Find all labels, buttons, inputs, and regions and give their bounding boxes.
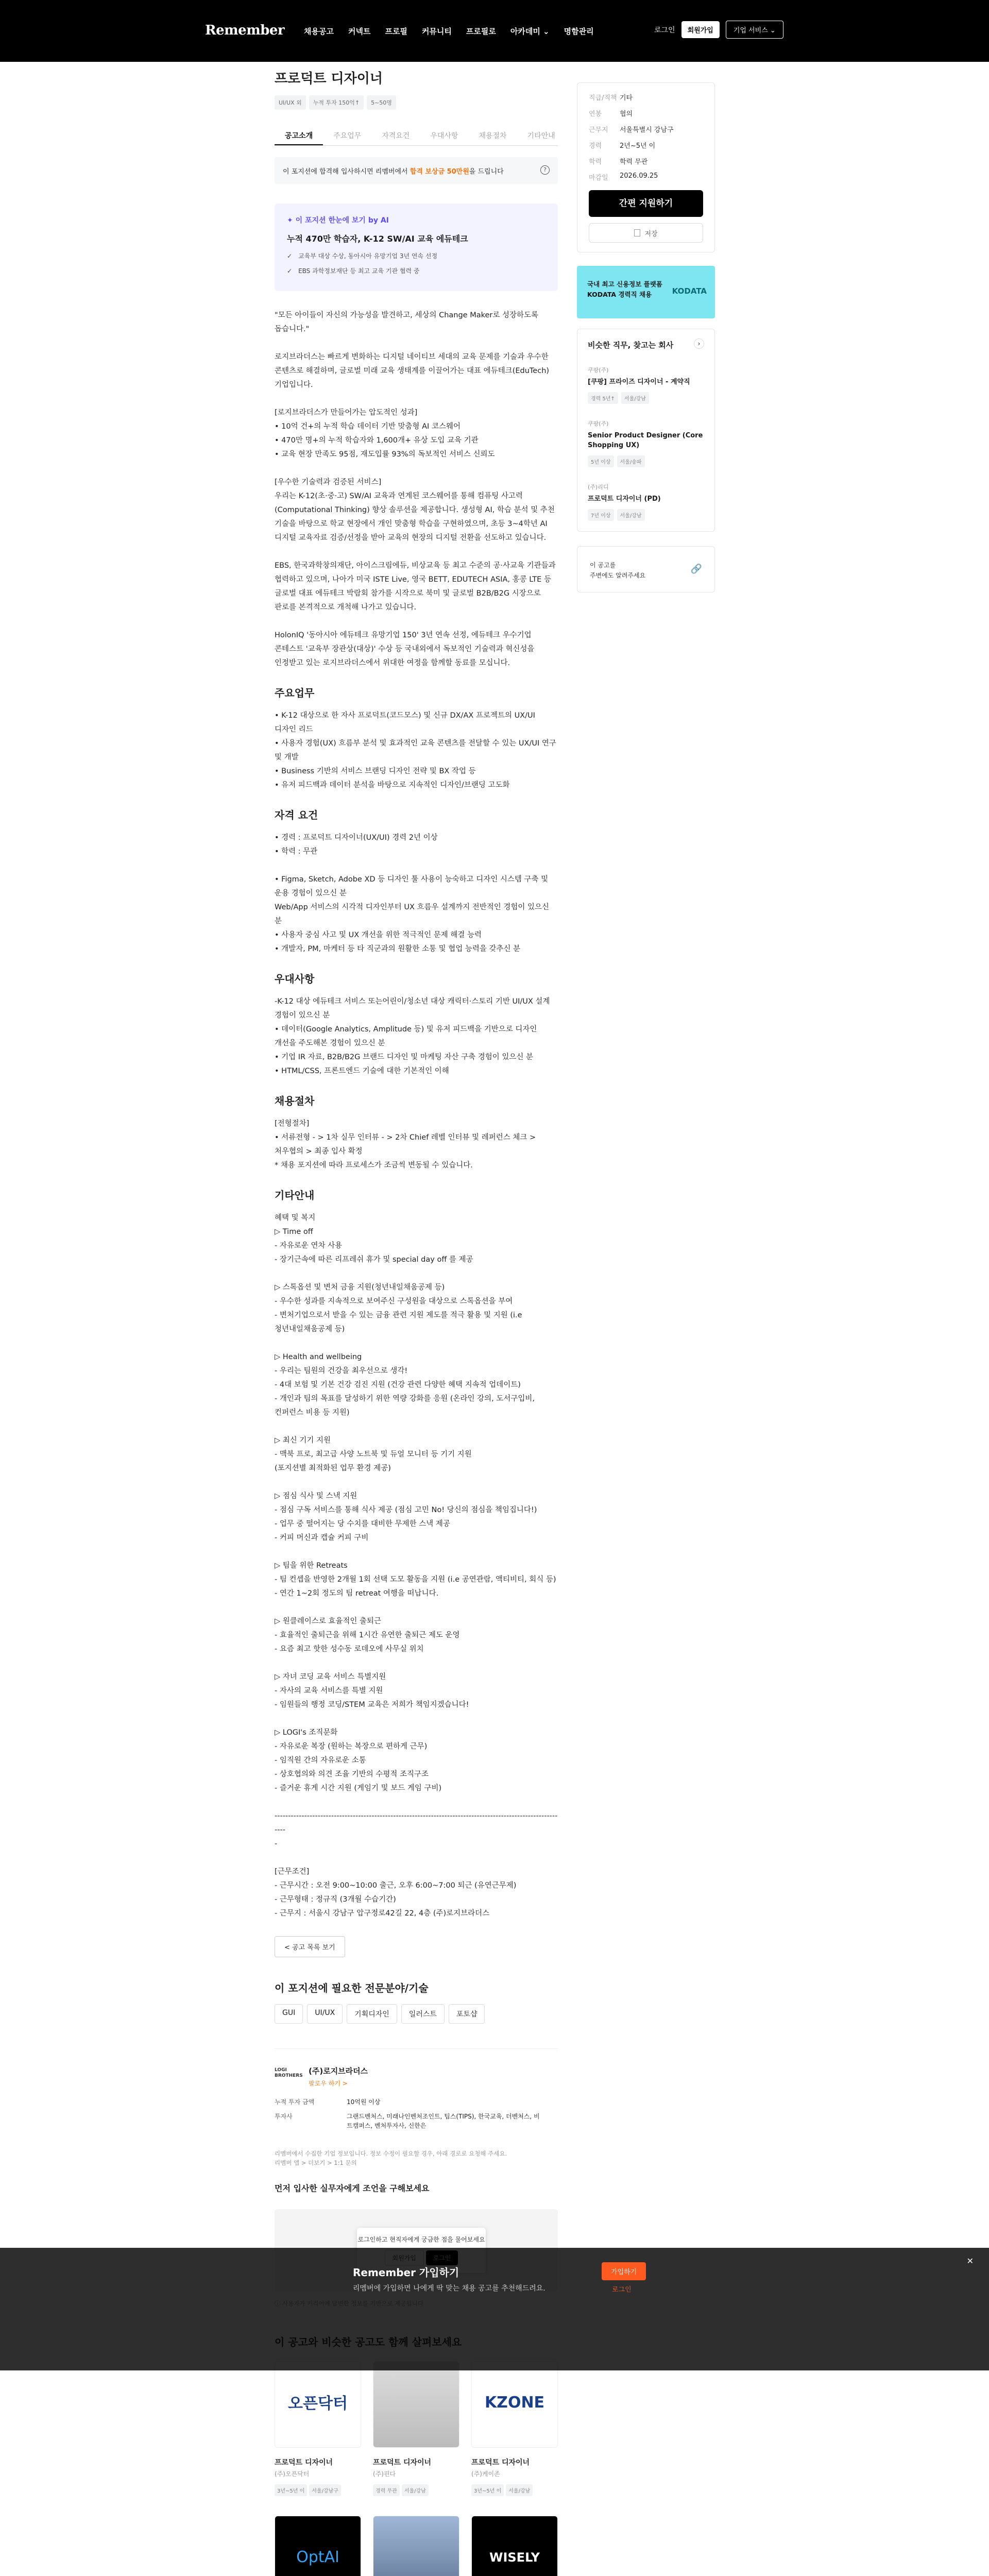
skill-chip[interactable]: 일러스트 bbox=[401, 2004, 445, 2024]
company-note: 리멤버에서 수집한 기업 정보입니다. 정보 수정이 필요할 경우, 아래 경로로 요청해 주세요. 리멤버 앱 > 더보기 > 1:1 문의 bbox=[275, 2150, 507, 2166]
company-card bbox=[275, 2048, 558, 2167]
similar-jobs-grid bbox=[275, 2361, 558, 2576]
bonus-banner bbox=[275, 157, 558, 184]
info-key: 누적 투자 금액 bbox=[275, 2098, 315, 2106]
close-icon[interactable]: ✕ bbox=[966, 2256, 974, 2266]
info-value: 10억원 이상 bbox=[347, 2098, 381, 2106]
company-logo[interactable]: LOGI BROTHERS bbox=[275, 2067, 303, 2078]
info-value: 그랜드벤처스, 미래나인벤처조인트, 팁스(TIPS), 한국교육, 더벤처스, 비트캠퍼스, 벤처투자사, 신한은 bbox=[347, 2113, 540, 2129]
overlay-login-link[interactable]: 로그인 bbox=[612, 2286, 632, 2294]
similar-company: (주)리디 bbox=[588, 484, 609, 490]
kodata-logo: KODATA bbox=[672, 286, 707, 296]
skill-chip[interactable]: UI/UX bbox=[307, 2004, 343, 2024]
job-card-image bbox=[373, 2361, 459, 2448]
similar-job-title: 프로덕트 디자이너 (PD) bbox=[588, 495, 661, 503]
section-heading-process: 채용절차 bbox=[275, 1095, 315, 1107]
bonus-text bbox=[283, 166, 504, 176]
nav-link-community[interactable]: 커뮤니티 bbox=[421, 27, 452, 36]
section-text-duties: • K-12 대상으로 한 자사 프로덕트(코드모스) 및 신규 DX/AX 프로젝트의 UX/UI 디자인 리드 • 사용자 경험(UX) 흐름부 분석 및 효과적인 교육 콘텐츠를 전달할 수 있는 UX/UI 연구 및 개발 • Business 기반의 서비스 브랜딩 디자인 전략 및 BX 작업 등 • 유저 피드백과 데이터 분석을 바탕으로 지속적인 디자인/브랜딩 고도화 bbox=[275, 711, 556, 789]
ai-point: ✓ 교육부 대상 수상, 동아시아 유망기업 3년 연속 선정 bbox=[287, 251, 545, 260]
bonus-pre: 이 포지션에 합격해 입사하시면 리멤버에서 bbox=[283, 167, 410, 176]
bonus-post: 을 드립니다 bbox=[469, 167, 504, 176]
similar-tag: 7년 이상 bbox=[588, 509, 614, 521]
info-value: 서울특별시 강남구 bbox=[620, 126, 674, 134]
job-card-tag: 3년~5년 이 bbox=[275, 2484, 307, 2496]
job-card-tag: 3년~5년 이 bbox=[471, 2484, 504, 2496]
peer-title: 먼저 입사한 실무자에게 조언을 구해보세요 bbox=[275, 2183, 430, 2193]
info-key: 직급/직책 bbox=[589, 94, 617, 102]
section-text-preferred: -K-12 대상 에듀테크 서비스 또는어린이/청소년 대상 캐릭터·스토리 기반 UI/UX 설계 경험이 있으신 분 • 데이터(Google Analytics, Amplitude 등) 및 유저 피드백을 기반으로 디자인 개선을 주도해본 경험이 있으신 분 • 기업 IR 자료, B2B/B2G 브랜드 디자인 및 마케팅 자산 구축 경험이 있으신 분 • HTML/CSS, 프론트엔드 기술에 대한 기본적인 이해 bbox=[275, 997, 550, 1075]
job-card-tag: 경력 무관 bbox=[373, 2484, 400, 2496]
ai-summary-title: ✦ 이 포지션 한눈에 보기 by AI bbox=[287, 216, 389, 225]
job-card-title: 프로덕트 디자이너 bbox=[373, 2459, 432, 2467]
similar-company: 쿠팡(주) bbox=[588, 420, 609, 427]
similar-job-title: Senior Product Designer (Core Shopping UX) bbox=[588, 432, 703, 449]
similar-title: 비슷한 직무, 찾고는 회사 bbox=[588, 341, 674, 350]
nav-right bbox=[654, 21, 783, 39]
login-link[interactable]: 로그인 bbox=[654, 26, 675, 35]
job-info-card bbox=[577, 82, 715, 252]
company-name[interactable]: (주)로지브라더스 bbox=[309, 2066, 368, 2076]
info-row bbox=[589, 124, 703, 134]
nav-link-connect[interactable]: 커넥트 bbox=[348, 27, 371, 36]
ai-summary-headline: 누적 470만 학습자, K-12 SW/AI 교육 에듀테크 bbox=[287, 234, 468, 244]
link-icon[interactable]: 🔗 bbox=[690, 564, 702, 574]
nav-link-card[interactable]: 명함관리 bbox=[564, 27, 594, 36]
back-to-list-button[interactable]: < 공고 목록 보기 bbox=[275, 1936, 345, 1957]
info-value: 협의 bbox=[620, 110, 633, 118]
job-card-image bbox=[471, 2361, 558, 2448]
job-card-company: (주)핀다 bbox=[373, 2470, 396, 2478]
remember-logo[interactable]: Remember bbox=[205, 23, 285, 38]
ad-banner[interactable] bbox=[577, 266, 715, 318]
job-intro: "모든 아이들이 자신의 가능성을 발견하고, 세상의 Change Maker로 성장하도록 돕습니다." 로지브라더스는 빠르게 변화하는 디지털 네이티브 세대의 교육 문제를 기술과 우수한 콘텐츠로 해결하며, 글로벌 미래 교육 생태계를 이끌어가는 대표 에듀테크(EduTech) 기업입니다. [로지브라더스가 만들어가는 압도적인 성과] • 10억 건+의 누적 학습 데이터 기반 맞춤형 AI 코스웨어 • 470만 명+의 누적 학습자와 1,600개+ 유상 도입 교육 기관 • 교육 현장 만족도 95점, 재도입률 93%의 독보적인 서비스 신뢰도 [우수한 기술력과 검증된 서비스] 우리는 K-12(초·중·고) SW/AI 교육과 연계된 코스웨어를 통해 컴퓨팅 사고력(Computational Thinking) 향상 솔루션을 제공합니다. 생성형 AI, 학습 분석 및 추천 기술을 바탕으로 학교 현장에서 개인 맞춤형 학습을 구현하였으며, 초등 3~4학년 AI 디지털 교육자료 검증/선정을 받아 교육의 현장의 디지털 전환을 선도하고 있습니다. EBS, 한국과학창의재단, 아이스크림에듀, 비상교육 등 최고 수준의 공·사교육 기관들과 협력하고 있으며, 나아가 미국 ISTE Live, 영국 BETT, EDUTECH ASIA, 홍콩 LTE 등 글로벌 대표 에듀테크 박람회 참가를 시작으로 북미 및 글로벌 B2B/B2G 시장으로 판로를 본격적으로 개척해 나가고 있습니다. HolonIQ '동아시아 에듀테크 유망기업 150' 3년 연속 선정, 에듀테크 우수기업 콘테스트 '교육부 장관상(대상)' 수상 등 국내외에서 독보적인 기술력과 혁신성을 인정받고 있는 로지브라더스에서 위대한 여정을 함께할 동료를 모십니다. bbox=[275, 311, 556, 667]
job-tag: 누적 투자 150억↑ bbox=[309, 95, 364, 110]
job-tags bbox=[275, 95, 558, 110]
job-card[interactable] bbox=[373, 2361, 459, 2516]
chevron-right-icon[interactable]: › bbox=[694, 338, 704, 349]
ai-summary bbox=[275, 204, 558, 291]
similar-companies-card bbox=[577, 329, 715, 532]
info-key: 경력 bbox=[589, 142, 602, 150]
ai-point: ✓ EBS 과학정보재단 등 최고 교육 기관 협력 중 bbox=[287, 266, 545, 275]
save-label: 저장 bbox=[644, 230, 658, 238]
overlay-title: Remember 가입하기 bbox=[353, 2266, 459, 2279]
job-card-tag: 서울/강남 bbox=[402, 2484, 429, 2496]
tab-duties[interactable]: 주요업무 bbox=[333, 132, 362, 140]
job-tag: 5~50명 bbox=[367, 95, 396, 110]
job-card-image bbox=[373, 2516, 459, 2576]
nav-link-jobs[interactable]: 채용공고 bbox=[304, 27, 334, 36]
job-card-company: (주)케이존 bbox=[471, 2470, 500, 2478]
company-info-row bbox=[275, 2112, 558, 2130]
info-row bbox=[589, 108, 703, 118]
tab-process[interactable]: 채용절차 bbox=[479, 132, 507, 140]
job-card[interactable] bbox=[275, 2361, 361, 2516]
job-card[interactable] bbox=[471, 2516, 558, 2576]
info-key: 투자사 bbox=[275, 2113, 293, 2120]
job-card-company: (주)오픈닥터 bbox=[275, 2470, 310, 2478]
similar-tag: 경력 5년↑ bbox=[588, 392, 618, 404]
sidebar bbox=[577, 82, 715, 592]
similar-tag: 5년 이상 bbox=[588, 455, 614, 467]
follow-button[interactable]: 팔로우 하기 > bbox=[309, 2080, 348, 2087]
section-heading-duties: 주요업무 bbox=[275, 687, 315, 699]
tab-intro[interactable]: 공고소개 bbox=[275, 127, 323, 145]
job-card-image bbox=[275, 2516, 361, 2576]
similar-item[interactable] bbox=[588, 366, 704, 404]
job-card[interactable] bbox=[373, 2516, 459, 2576]
card-logo: OptAI bbox=[296, 2548, 339, 2566]
company-info-row bbox=[275, 2097, 558, 2107]
tab-etc[interactable]: 기타안내 bbox=[527, 132, 555, 140]
similar-tag: 서울/강남 bbox=[621, 392, 649, 404]
business-service-button[interactable]: 기업 서비스 ⌄ bbox=[726, 21, 783, 39]
nav-link-profile[interactable]: 프로필 bbox=[385, 27, 407, 36]
info-row bbox=[589, 140, 703, 150]
info-row bbox=[589, 156, 703, 166]
section-heading-requirements: 자격 요건 bbox=[275, 809, 318, 821]
apply-button[interactable]: 간편 지원하기 bbox=[589, 190, 703, 217]
overlay-subtitle: 리멤버에 가입하면 나에게 딱 맞는 채용 공고를 추천해드려요. bbox=[353, 2284, 545, 2293]
skill-chip[interactable]: GUI bbox=[275, 2004, 303, 2024]
share-text: 이 공고를 주변에도 알려주세요 bbox=[590, 562, 646, 579]
job-card-image bbox=[275, 2361, 361, 2448]
similar-job-title: [쿠팡] 프라이즈 디자이너 - 계약직 bbox=[588, 378, 690, 386]
similar-tag: 서울/송파 bbox=[617, 455, 645, 467]
top-navigation bbox=[0, 0, 989, 62]
job-card-image bbox=[471, 2516, 558, 2576]
nav-link-academy[interactable]: 아카데미 ⌄ bbox=[510, 27, 550, 36]
job-card-tag: 서울/강남 bbox=[506, 2484, 533, 2496]
skill-chip[interactable]: 기획디자인 bbox=[347, 2004, 397, 2024]
section-text-etc: 혜택 및 복지 ▷ Time off - 자유로운 연차 사용 - 장기근속에 따른 리프레쉬 휴가 및 special day off 를 제공 ▷ 스톡옵션 및 변처 금융 지원(청년내일채움공제 등) - 우수한 성과를 지속적으로 보여주신 구성원을 대상으로 스톡옵션을 부여 - 변처기업으로서 받을 수 있는 금융 관련 지원 제도를 적극 활용 및 지원 (i.e 청년내일채움공제 등) ▷ Health and wellbeing - 우리는 팀원의 건강을 최우선으로 생각! - 4대 보험 및 기본 건강 검진 지원 (건강 관련 다양한 혜택 지속적 업데이트) - 개인과 팀의 목표를 달성하기 위한 역량 강화를 응원 (온라인 강의, 도서구입비, 컨퍼런스 비용 등 지원) ▷ 최신 기기 지원 - 맥북 프로, 최고급 사양 노트북 및 듀얼 모니터 등 기기 지원 (포지션별 최적화된 업무 환경 제공) ▷ 점심 식사 및 스낵 지원 - 점심 구독 서비스를 통해 식사 제공 (점심 고민 No! 당신의 점심을 책임집니다!) - 업무 중 떨어지는 당 수치를 대비한 무제한 스낵 제공 - 커피 머신과 캡슐 커피 구비 ▷ 팀을 위한 Retreats - 팀 컨셉을 반영한 2개월 1회 선택 도모 활동을 지원 (i.e 공연관람, 액티비티, 회식 등) - 연간 1~2회 정도의 팀 retreat 여행을 떠납니다. ▷ 원클레이스로 효율적인 출퇴근 - 효율적인 출퇴근을 위해 1시간 유연한 출퇴근 제도 운영 - 요즘 최고 핫한 성수동 로데오에 사무실 위치 ▷ 자녀 코딩 교육 서비스 특별지원 - 자사의 교육 서비스를 특별 지원 - 임원들의 행정 코딩/STEM 교육은 저희가 책임지겠습니다! ▷ LOGI's 조직문화 - 자유로운 복장 (원하는 복장으로 편하게 근무) - 임직원 간의 자유로운 소통 - 상호협의와 의견 조율 기반의 수평적 조직구조 - 즐거운 휴게 시간 지원 (게임기 및 보드 게임 구비) ------------------------------------------------------------------------------------------------------------- - [근무조건] - 근무시간 : 오전 9:00~10:00 출근, 오후 6:00~7:00 퇴근 (유연근무제) - 근무형태 : 정규직 (3개월 수습기간) - 근무지 : 서울시 강남구 압구정로42길 22, 4층 (주)로지브라더스 bbox=[275, 1214, 558, 1918]
section-tabs bbox=[275, 127, 558, 146]
nav-link-profile-pro[interactable]: 프로필로 bbox=[466, 27, 496, 36]
info-row bbox=[589, 92, 703, 102]
info-value: 2년~5년 이 bbox=[620, 142, 656, 150]
info-row bbox=[589, 172, 703, 182]
section-text-requirements: • 경력 : 프로덕트 디자이너(UX/UI) 경력 2년 이상 • 학력 : 무관 • Figma, Sketch, Adobe XD 등 디자인 툴 사용이 능숙하고 디자인 시스템 구축 및 운용 경험이 있으신 분 Web/App 서비스의 시각적 디자인부터 UX 흐름우 설계까지 전반적인 경험이 있으신 분 • 사용자 중심 사고 및 UX 개선을 위한 적극적인 문제 해결 능력 • 개발자, PM, 마케터 등 타 직군과의 원활한 소통 및 협업 능력을 갖추신 분 bbox=[275, 834, 550, 953]
banner-text: 국내 최고 신용정보 플랫폼 KODATA 경력직 채용 bbox=[587, 280, 662, 298]
skill-list bbox=[275, 2004, 558, 2024]
info-value: 학력 무관 bbox=[620, 158, 648, 166]
help-icon[interactable]: ? bbox=[540, 165, 550, 175]
page-title: 프로덕트 디자이너 bbox=[275, 71, 383, 87]
similar-company: 쿠팡(주) bbox=[588, 367, 609, 374]
similar-item[interactable] bbox=[588, 419, 704, 467]
info-value: 기타 bbox=[620, 94, 633, 102]
job-card-title: 프로덕트 디자이너 bbox=[275, 2459, 333, 2467]
info-key: 마감일 bbox=[589, 174, 608, 182]
info-key: 학력 bbox=[589, 158, 602, 166]
info-value: 2026.09.25 bbox=[620, 172, 658, 180]
tab-requirements[interactable]: 자격요건 bbox=[382, 132, 410, 140]
job-card[interactable] bbox=[275, 2516, 361, 2576]
job-main bbox=[275, 62, 558, 2576]
section-heading-preferred: 우대사항 bbox=[275, 973, 315, 985]
job-tag: UI/UX 외 bbox=[275, 95, 306, 110]
job-card-title: 프로덕트 디자이너 bbox=[471, 2459, 530, 2467]
skill-chip[interactable]: 포토샵 bbox=[449, 2004, 485, 2024]
card-logo: 오픈닥터 bbox=[288, 2395, 348, 2413]
job-card[interactable] bbox=[471, 2361, 558, 2516]
nav-links bbox=[304, 26, 608, 37]
section-text-process: [전형절차] • 서류전형 - > 1차 실무 인터뷰 - > 2차 Chief 레벨 인터뷰 및 레퍼런스 체크 > 처우협의 > 최종 입사 확정 * 채용 포지션에 따라 프로세스가 조금씩 변동될 수 있습니다. bbox=[275, 1120, 536, 1170]
signup-overlay bbox=[0, 2248, 989, 2370]
tab-preferred[interactable]: 우대사항 bbox=[430, 132, 458, 140]
card-logo: WISELY bbox=[489, 2550, 540, 2565]
bonus-highlight: 합격 보상금 50만원 bbox=[410, 167, 469, 176]
skills-title: 이 포지션에 필요한 전문분야/기술 bbox=[275, 1982, 429, 1994]
similar-item[interactable] bbox=[588, 483, 704, 521]
job-card-tag: 서울/강남구 bbox=[309, 2484, 341, 2496]
overlay-signup-button[interactable]: 가입하기 bbox=[602, 2262, 646, 2280]
section-heading-etc: 기타안내 bbox=[275, 1189, 315, 1201]
join-button[interactable]: 회원가입 bbox=[681, 21, 720, 38]
info-key: 연봉 bbox=[589, 110, 602, 118]
share-box[interactable] bbox=[577, 546, 715, 592]
info-key: 근무지 bbox=[589, 126, 608, 134]
similar-tag: 서울/강남 bbox=[617, 509, 645, 521]
bookmark-icon bbox=[634, 229, 640, 236]
save-button[interactable] bbox=[589, 223, 703, 243]
card-logo: KZONE bbox=[484, 2394, 545, 2412]
popup-text: 로그인하고 현직자에게 궁금한 점을 물어보세요 bbox=[357, 2236, 485, 2243]
